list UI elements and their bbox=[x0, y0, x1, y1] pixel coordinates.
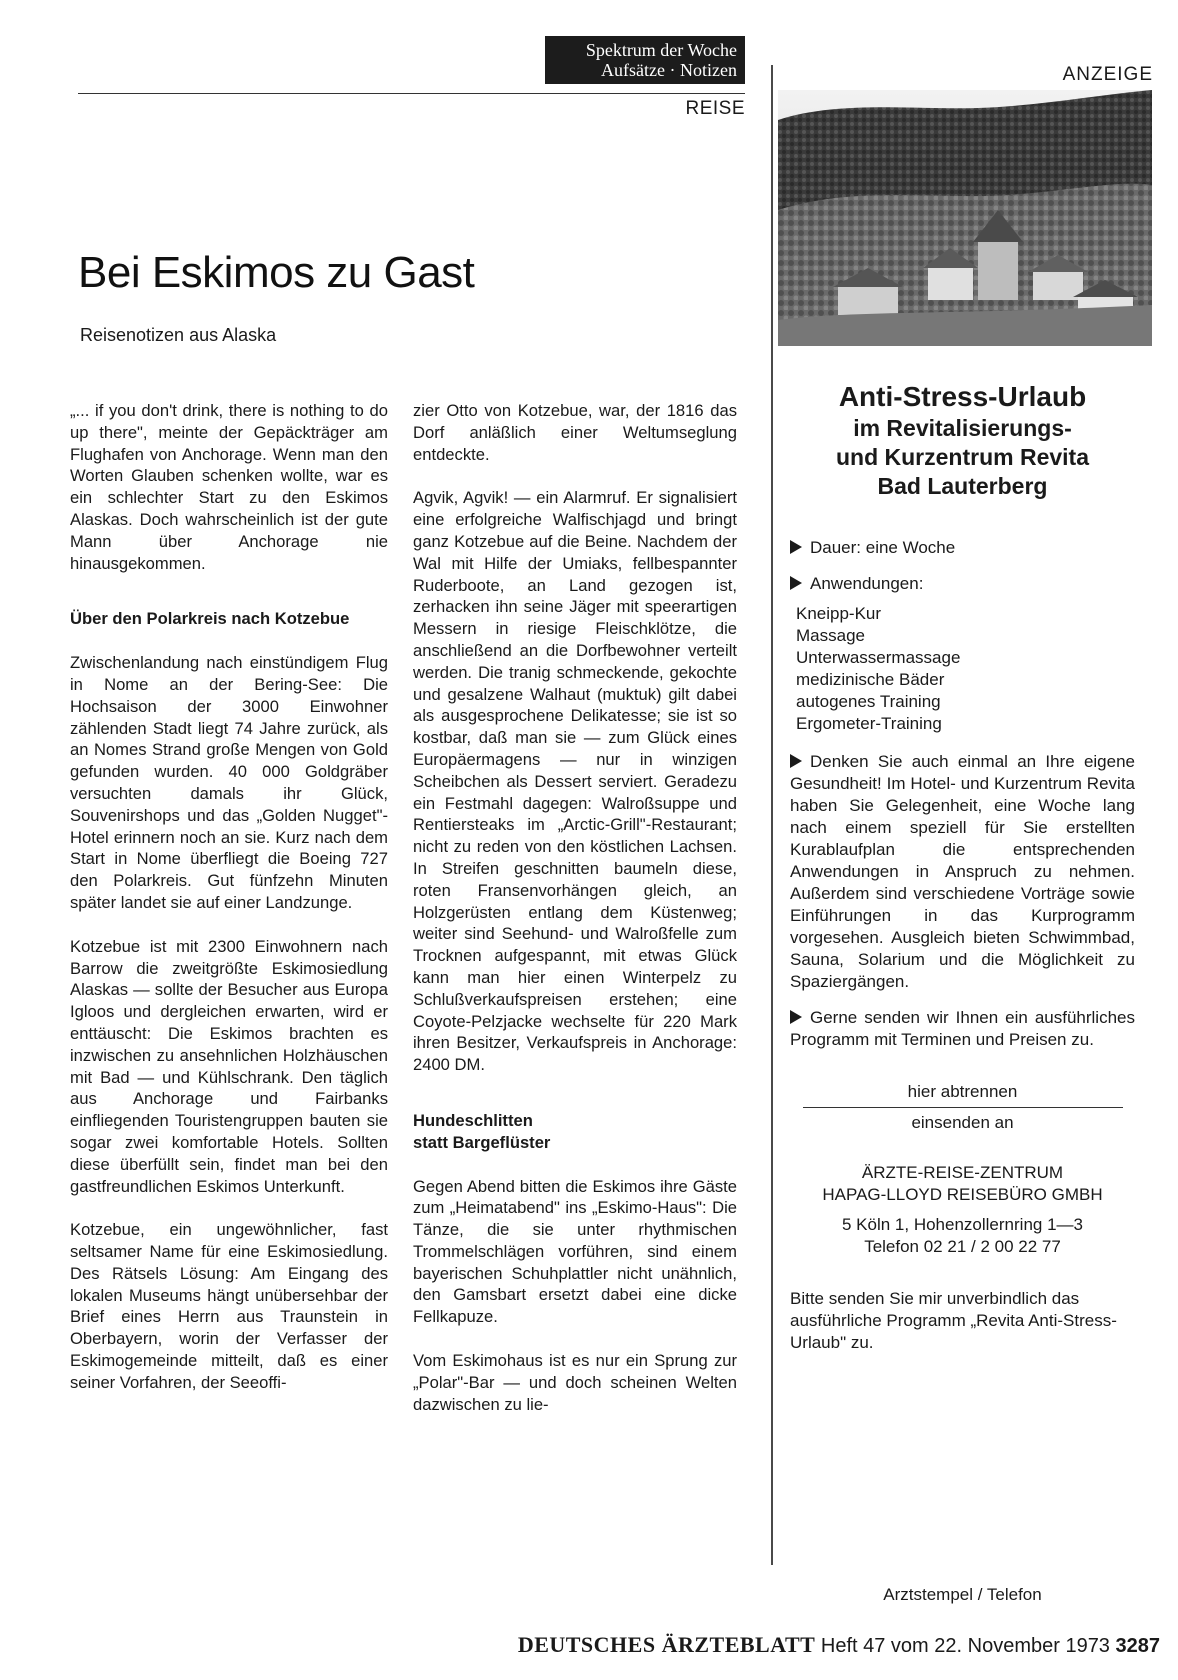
advertisement bbox=[790, 380, 1135, 1354]
cut-line-section bbox=[790, 1081, 1135, 1134]
ad-treatments-label-text: Anwendungen: bbox=[810, 574, 924, 593]
request-text: Bitte senden Sie mir unverbindlich das ausführliche Programm „Revita Anti-Stress-Urlaub" zu. bbox=[790, 1289, 1117, 1352]
article-subtitle: Reisenotizen aus Alaska bbox=[80, 325, 277, 345]
section-heading bbox=[413, 1110, 737, 1154]
section-label bbox=[545, 36, 745, 84]
publication-name: DEUTSCHES ÄRZTEBLATT bbox=[517, 1632, 816, 1657]
treatment-list bbox=[796, 603, 1135, 735]
treatment-item: autogenes Training bbox=[796, 692, 941, 711]
treatment-item: Massage bbox=[796, 626, 865, 645]
address-line: 5 Köln 1, Hohenzollernring 1—3 bbox=[842, 1215, 1083, 1234]
paragraph: Gegen Abend bitten die Eskimos ihre Gäste zum „Heimatabend" ins „Eskimo-Haus": Die Tänze, die sie unter rhythmischen Trommelschlägen vorführen, sind einem bayerischen Schuhplattler nicht unähnlich, den Gamsbart ersetzt dabei eine dicke Fellkapuze. bbox=[413, 1176, 737, 1327]
section-label-line1: Spektrum der Woche bbox=[585, 40, 737, 60]
paragraph: Kotzebue, ein ungewöhnlicher, fast seltsamer Name für eine Eskimosiedlung. Des Rätsels Lösung: Am Eingang des lokalen Museums hängt unübersehbar der Brief eines Herrn aus Traunstein in Oberbayern, worin der Verfasser der Eskimogemeinde mitteilt, daß es einer seiner Vorfahren, der Seeoffi- bbox=[70, 1220, 388, 1392]
triangle-bullet-icon bbox=[790, 540, 802, 554]
page-footer bbox=[470, 1632, 1160, 1658]
ad-label: ANZEIGE bbox=[1062, 64, 1153, 85]
treatment-item: Unterwassermassage bbox=[796, 648, 961, 667]
ad-body-text: Denken Sie auch einmal an Ihre eigene Gesundheit! Im Hotel- und Kurzentrum Revita haben Sie Gelegenheit, eine Woche lang nach einem speziell für Sie erstellten Kurablaufplan die entsprechenden Anwendungen in Anspruch zu nehmen. Außerdem sind verschiedene Vorträge sowie Einführungen in das Kurprogramm vorgesehen. Ausgleich bieten Schwimmbad, Sauna, Solarium und die Möglichkeit zu Spaziergängen. bbox=[790, 752, 1135, 991]
category-label: REISE bbox=[685, 98, 745, 119]
ad-headline-line1: Anti-Stress-Urlaub bbox=[838, 381, 1087, 412]
paragraph: Vom Eskimohaus ist es nur ein Sprung zur „Polar"-Bar — und doch scheinen Welten dazwischen zu lie- bbox=[413, 1351, 737, 1414]
article-column-1 bbox=[70, 400, 388, 1416]
cut-below-label: einsenden an bbox=[911, 1113, 1014, 1132]
paragraph: zier Otto von Kotzebue, war, der 1816 das Dorf anläßlich einer Weltumseglung entdeckte. bbox=[413, 401, 737, 464]
section-heading: Über den Polarkreis nach Kotzebue bbox=[70, 609, 350, 629]
section-heading-line1: Hundeschlitten bbox=[413, 1110, 533, 1130]
ad-body bbox=[790, 751, 1135, 993]
article-column-2 bbox=[413, 400, 737, 1437]
paragraph: Agvik, Agvik! — ein Alarmruf. Er signalisiert eine erfolgreiche Walfischjagd und bringt ganz Kotzebue auf die Beine. Nachdem der Wal mit Hilfe der Umiaks, fellbespannter Ruderboote, an Land gezogen ist, zerhacken ihn seine Jäger mit speerartigen Messern in riesige Fleischklötze, die anschließend an die Dorfbewohner verteilt werden. Die tranig schmeckende, gekochte und gesalzene Walhaut (muktuk) gilt dabei als ausgesprochene Delikatesse; sie ist so kostbar, daß man sie — zum Glück eines Europäermagens — nur in winzigen Scheibchen als Dessert serviert. Geradezu ein Festmahl dagegen: Walroßsuppe und Rentiersteaks im „Arctic-Grill"-Restaurant; nicht zu reden von den köstlichen Lachsen. In Streifen geschnitten baumeln diese, roten Fransenvorhängen gleich, an Holzgerüsten entlang dem Küstenweg; weiter sind Seehund- und Walroßfelle zum Trocknen aufgespannt, mit etwas Glück kann man hier einen Winterpelz zu Schlußverkaufspreisen erstehen; eine Coyote-Pelzjacke wechselte für 220 Mark ihren Besitzer, Verkaufspreis in Anchorage: 2400 DM. bbox=[413, 488, 737, 1075]
treatment-item: medizinische Bäder bbox=[796, 670, 945, 689]
cut-above-label: hier abtrennen bbox=[907, 1082, 1018, 1101]
triangle-bullet-icon bbox=[790, 1010, 802, 1024]
ad-headline-line2: im Revitalisierungs- bbox=[853, 415, 1072, 441]
address-line: Telefon 02 21 / 2 00 22 77 bbox=[864, 1237, 1061, 1256]
paragraph: „... if you don't drink, there is nothing to do up there", meinte der Gepäckträger am Flughafen von Anchorage. Wenn man den Worten Glauben schenken wollte, war es ein schlechter Start zu den Eskimos Alaskas. Doch wahrscheinlich ist der gute Mann über Anchorage nie hinausgekommen. bbox=[70, 401, 388, 573]
address-line: ÄRZTE-REISE-ZENTRUM bbox=[861, 1163, 1064, 1182]
address-line: HAPAG-LLOYD REISEBÜRO GMBH bbox=[822, 1185, 1103, 1204]
column-divider bbox=[771, 65, 773, 1565]
ad-treatments-label bbox=[790, 573, 1135, 595]
header-rule bbox=[78, 93, 745, 94]
paragraph: Kotzebue ist mit 2300 Einwohnern nach Barrow die zweitgrößte Eskimosiedlung Alaskas — sollte der Besucher aus Europa Igloos und dergleichen erwarten, wird er enttäuscht: Die Eskimos brachten es inzwischen zu ansehnlichen Holzhäuschen mit Bad — und Kühlschrank. Den täglich aus Anchorage und Fairbanks einfliegenden Touristengruppen bauten sie sogar zwei komfortable Hotels. Sollten diese überfüllt sein, findet man bei den gastfreundlichen Eskimos Unterkunft. bbox=[70, 936, 388, 1196]
ad-duration bbox=[790, 537, 1135, 559]
town-photo bbox=[778, 90, 1152, 346]
treatment-item: Kneipp-Kur bbox=[796, 604, 882, 623]
cut-line bbox=[803, 1107, 1123, 1108]
paragraph: Zwischenlandung nach einstündigem Flug in Nome an der Bering-See: Die Hochsaison der 3000 Einwohner zählenden Stadt liegt 74 Jahre zurück, als an Nomes Strand große Mengen von Gold gefunden wurden. 40 000 Goldgräber versuchten damals ihr Glück, Souvenirshops und das „Golden Nugget"-Hotel erinnern noch an sie. Kurz nach dem Start in Nome überfliegt die Boeing 727 den Polarkreis. Gut fünfzehn Minuten später landet sie auf einer Landzunge. bbox=[70, 653, 388, 912]
triangle-bullet-icon bbox=[790, 576, 802, 590]
ad-duration-text: Dauer: eine Woche bbox=[810, 538, 956, 557]
treatment-item: Ergometer-Training bbox=[796, 714, 942, 733]
page-number: 3287 bbox=[1115, 1635, 1160, 1657]
article-title: Bei Eskimos zu Gast bbox=[78, 248, 475, 297]
ad-offer bbox=[790, 1007, 1135, 1051]
mailing-address bbox=[790, 1162, 1135, 1258]
issue-info: Heft 47 vom 22. November 1973 bbox=[820, 1635, 1110, 1657]
ad-offer-text: Gerne senden wir Ihnen ein ausführliches Programm mit Terminen und Preisen zu. bbox=[790, 1008, 1135, 1049]
doctor-stamp-label: Arztstempel / Telefon bbox=[883, 1585, 1042, 1604]
ad-headline-line4: Bad Lauterberg bbox=[877, 473, 1048, 499]
section-label-line2: Aufsätze · Notizen bbox=[601, 60, 737, 80]
section-heading-line2: statt Bargeflüster bbox=[413, 1132, 551, 1152]
ad-headline-line3: und Kurzentrum Revita bbox=[835, 444, 1090, 470]
triangle-bullet-icon bbox=[790, 754, 802, 768]
ad-headline bbox=[790, 380, 1135, 501]
